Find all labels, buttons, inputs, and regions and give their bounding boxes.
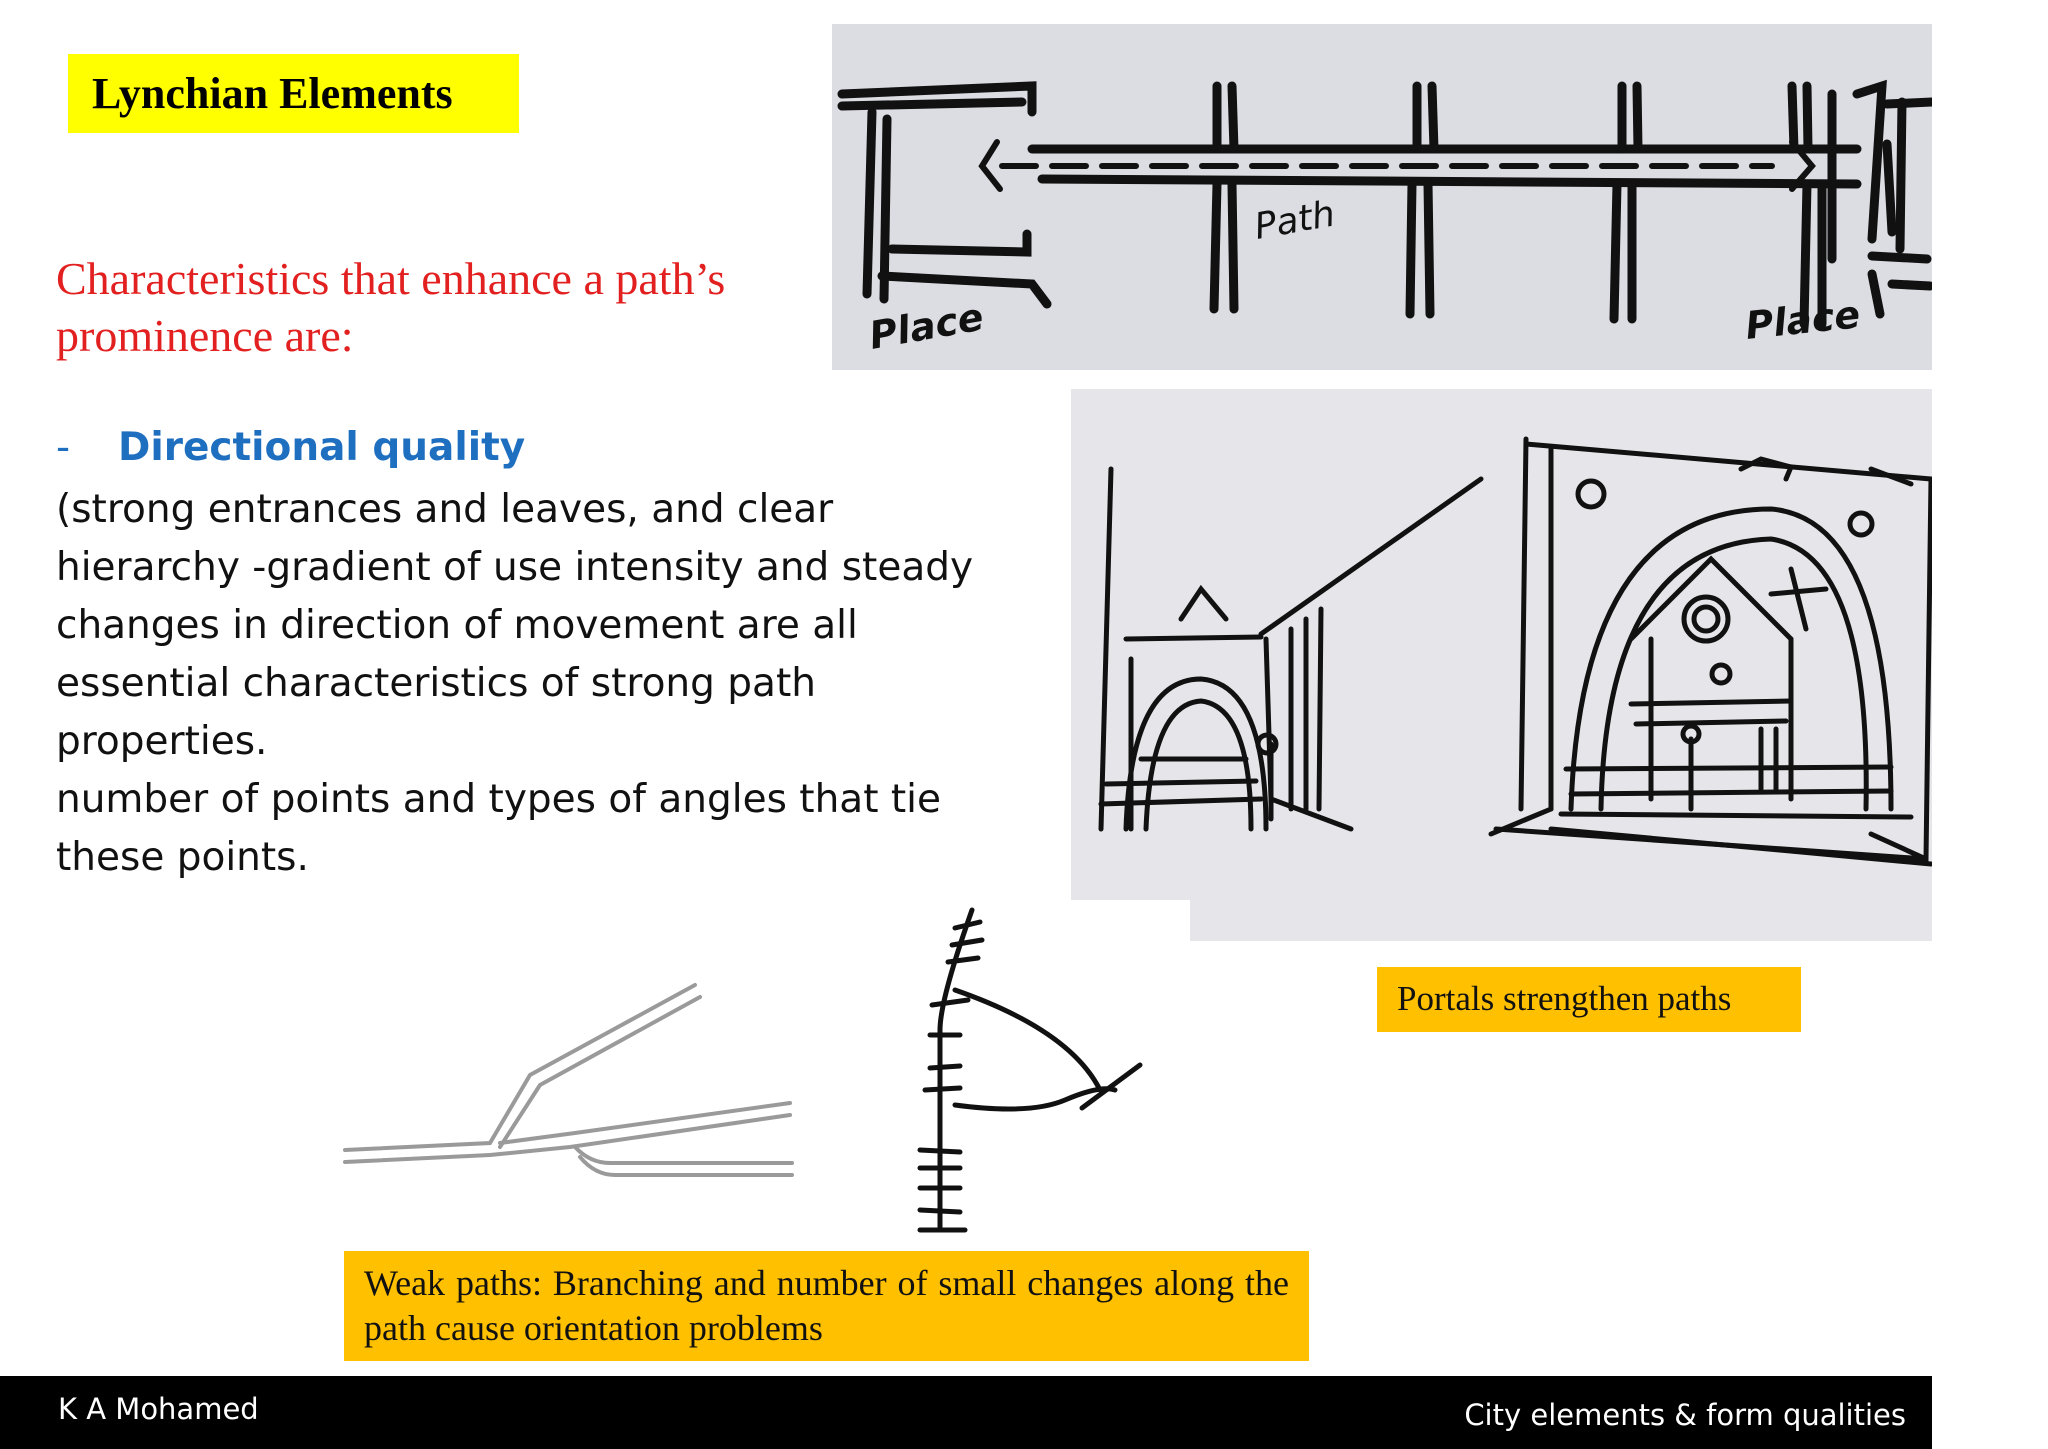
body-text [56, 481, 996, 887]
body-paragraph-2: number of points and types of angles that tie these points. [56, 777, 942, 880]
slide-title-box [68, 54, 519, 133]
bullet-directional-quality [56, 425, 525, 470]
label-place-right: Place [1743, 292, 1863, 348]
ticked-path-sketch [860, 900, 1190, 1240]
label-place-left: Place [865, 294, 987, 358]
slide-title: Lynchian Elements [92, 69, 453, 118]
caption-weak-paths [344, 1251, 1309, 1361]
body-paragraph-1: (strong entrances and leaves, and clear hierarchy -gradient of use intensity and steady changes in direction of movement are all essential characteristics of strong path properties. [56, 487, 974, 764]
section-heading: Characteristics that enhance a path’s prominence are: [56, 253, 726, 361]
caption-weak-paths-text: Weak paths: Branching and number of small changes along the path cause orientation problems [364, 1263, 1289, 1348]
footer-course: City elements & form qualities [1464, 1398, 1906, 1432]
caption-portals [1377, 967, 1801, 1032]
portals-sketch [1071, 389, 1932, 941]
footer-bar [0, 1376, 1932, 1449]
bullet-label: Directional quality [118, 425, 526, 470]
caption-portals-text: Portals strengthen paths [1397, 979, 1732, 1018]
footer-author: K A Mohamed [58, 1392, 259, 1426]
label-path: Path [1251, 193, 1339, 248]
branching-path-sketch [340, 925, 795, 1190]
path-place-sketch [832, 24, 1932, 370]
bullet-marker: - [56, 425, 71, 470]
